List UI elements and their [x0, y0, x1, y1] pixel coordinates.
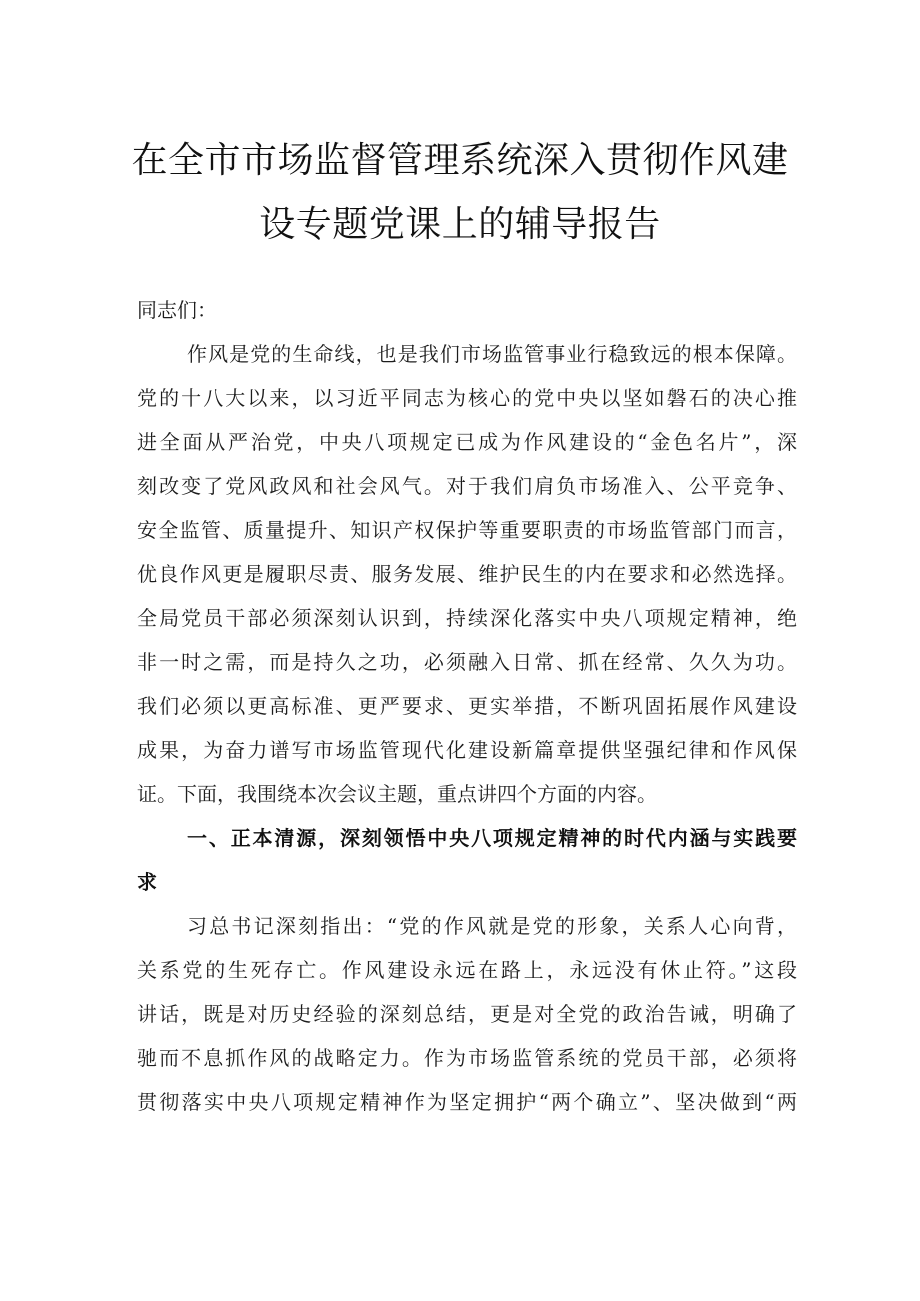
- paragraph-line: 我们必须以更高标准、更严要求、更实举措，不断巩固拓展作风建设: [137, 694, 797, 718]
- section-heading-line: 一、正本清源，深刻领悟中央八项规定精神的时代内涵与实践要: [187, 826, 797, 850]
- paragraph-line: 贯彻落实中央八项规定精神作为坚定拥护“两个确立”、坚决做到“两: [137, 1090, 797, 1114]
- paragraph-line: 党的十八大以来，以习近平同志为核心的党中央以坚如磐石的决心推: [137, 386, 797, 410]
- paragraph-line: 全局党员干部必须深刻认识到，持续深化落实中央八项规定精神，绝: [137, 606, 797, 630]
- salutation: 同志们：: [137, 298, 217, 322]
- section-heading-line: 求: [137, 870, 157, 894]
- document-title-line-2: 设专题党课上的辅导报告: [259, 204, 661, 245]
- paragraph-line: 讲话，既是对历史经验的深刻总结，更是对全党的政治告诫，明确了: [137, 1002, 797, 1026]
- paragraph-line: 作风是党的生命线，也是我们市场监管事业行稳致远的根本保障。: [187, 342, 797, 366]
- paragraph-line: 证。下面，我围绕本次会议主题，重点讲四个方面的内容。: [137, 782, 657, 806]
- paragraph-line: 刻改变了党风政风和社会风气。对于我们肩负市场准入、公平竞争、: [137, 474, 797, 498]
- document-title-line-1: 在全市市场监督管理系统深入贯彻作风建: [131, 140, 789, 181]
- paragraph-line: 关系党的生死存亡。作风建设永远在路上，永远没有休止符。”这段: [137, 958, 797, 982]
- paragraph-line: 安全监管、质量提升、知识产权保护等重要职责的市场监管部门而言，: [137, 518, 797, 542]
- paragraph-line: 进全面从严治党，中央八项规定已成为作风建设的“金色名片”，深: [137, 430, 797, 454]
- paragraph-line: 非一时之需，而是持久之功，必须融入日常、抓在经常、久久为功。: [137, 650, 797, 674]
- paragraph-line: 优良作风更是履职尽责、服务发展、维护民生的内在要求和必然选择。: [137, 562, 797, 586]
- paragraph-line: 成果，为奋力谱写市场监管现代化建设新篇章提供坚强纪律和作风保: [137, 738, 797, 762]
- paragraph-line: 驰而不息抓作风的战略定力。作为市场监管系统的党员干部，必须将: [137, 1046, 797, 1070]
- paragraph-line: 习总书记深刻指出：“党的作风就是党的形象，关系人心向背，: [187, 914, 797, 938]
